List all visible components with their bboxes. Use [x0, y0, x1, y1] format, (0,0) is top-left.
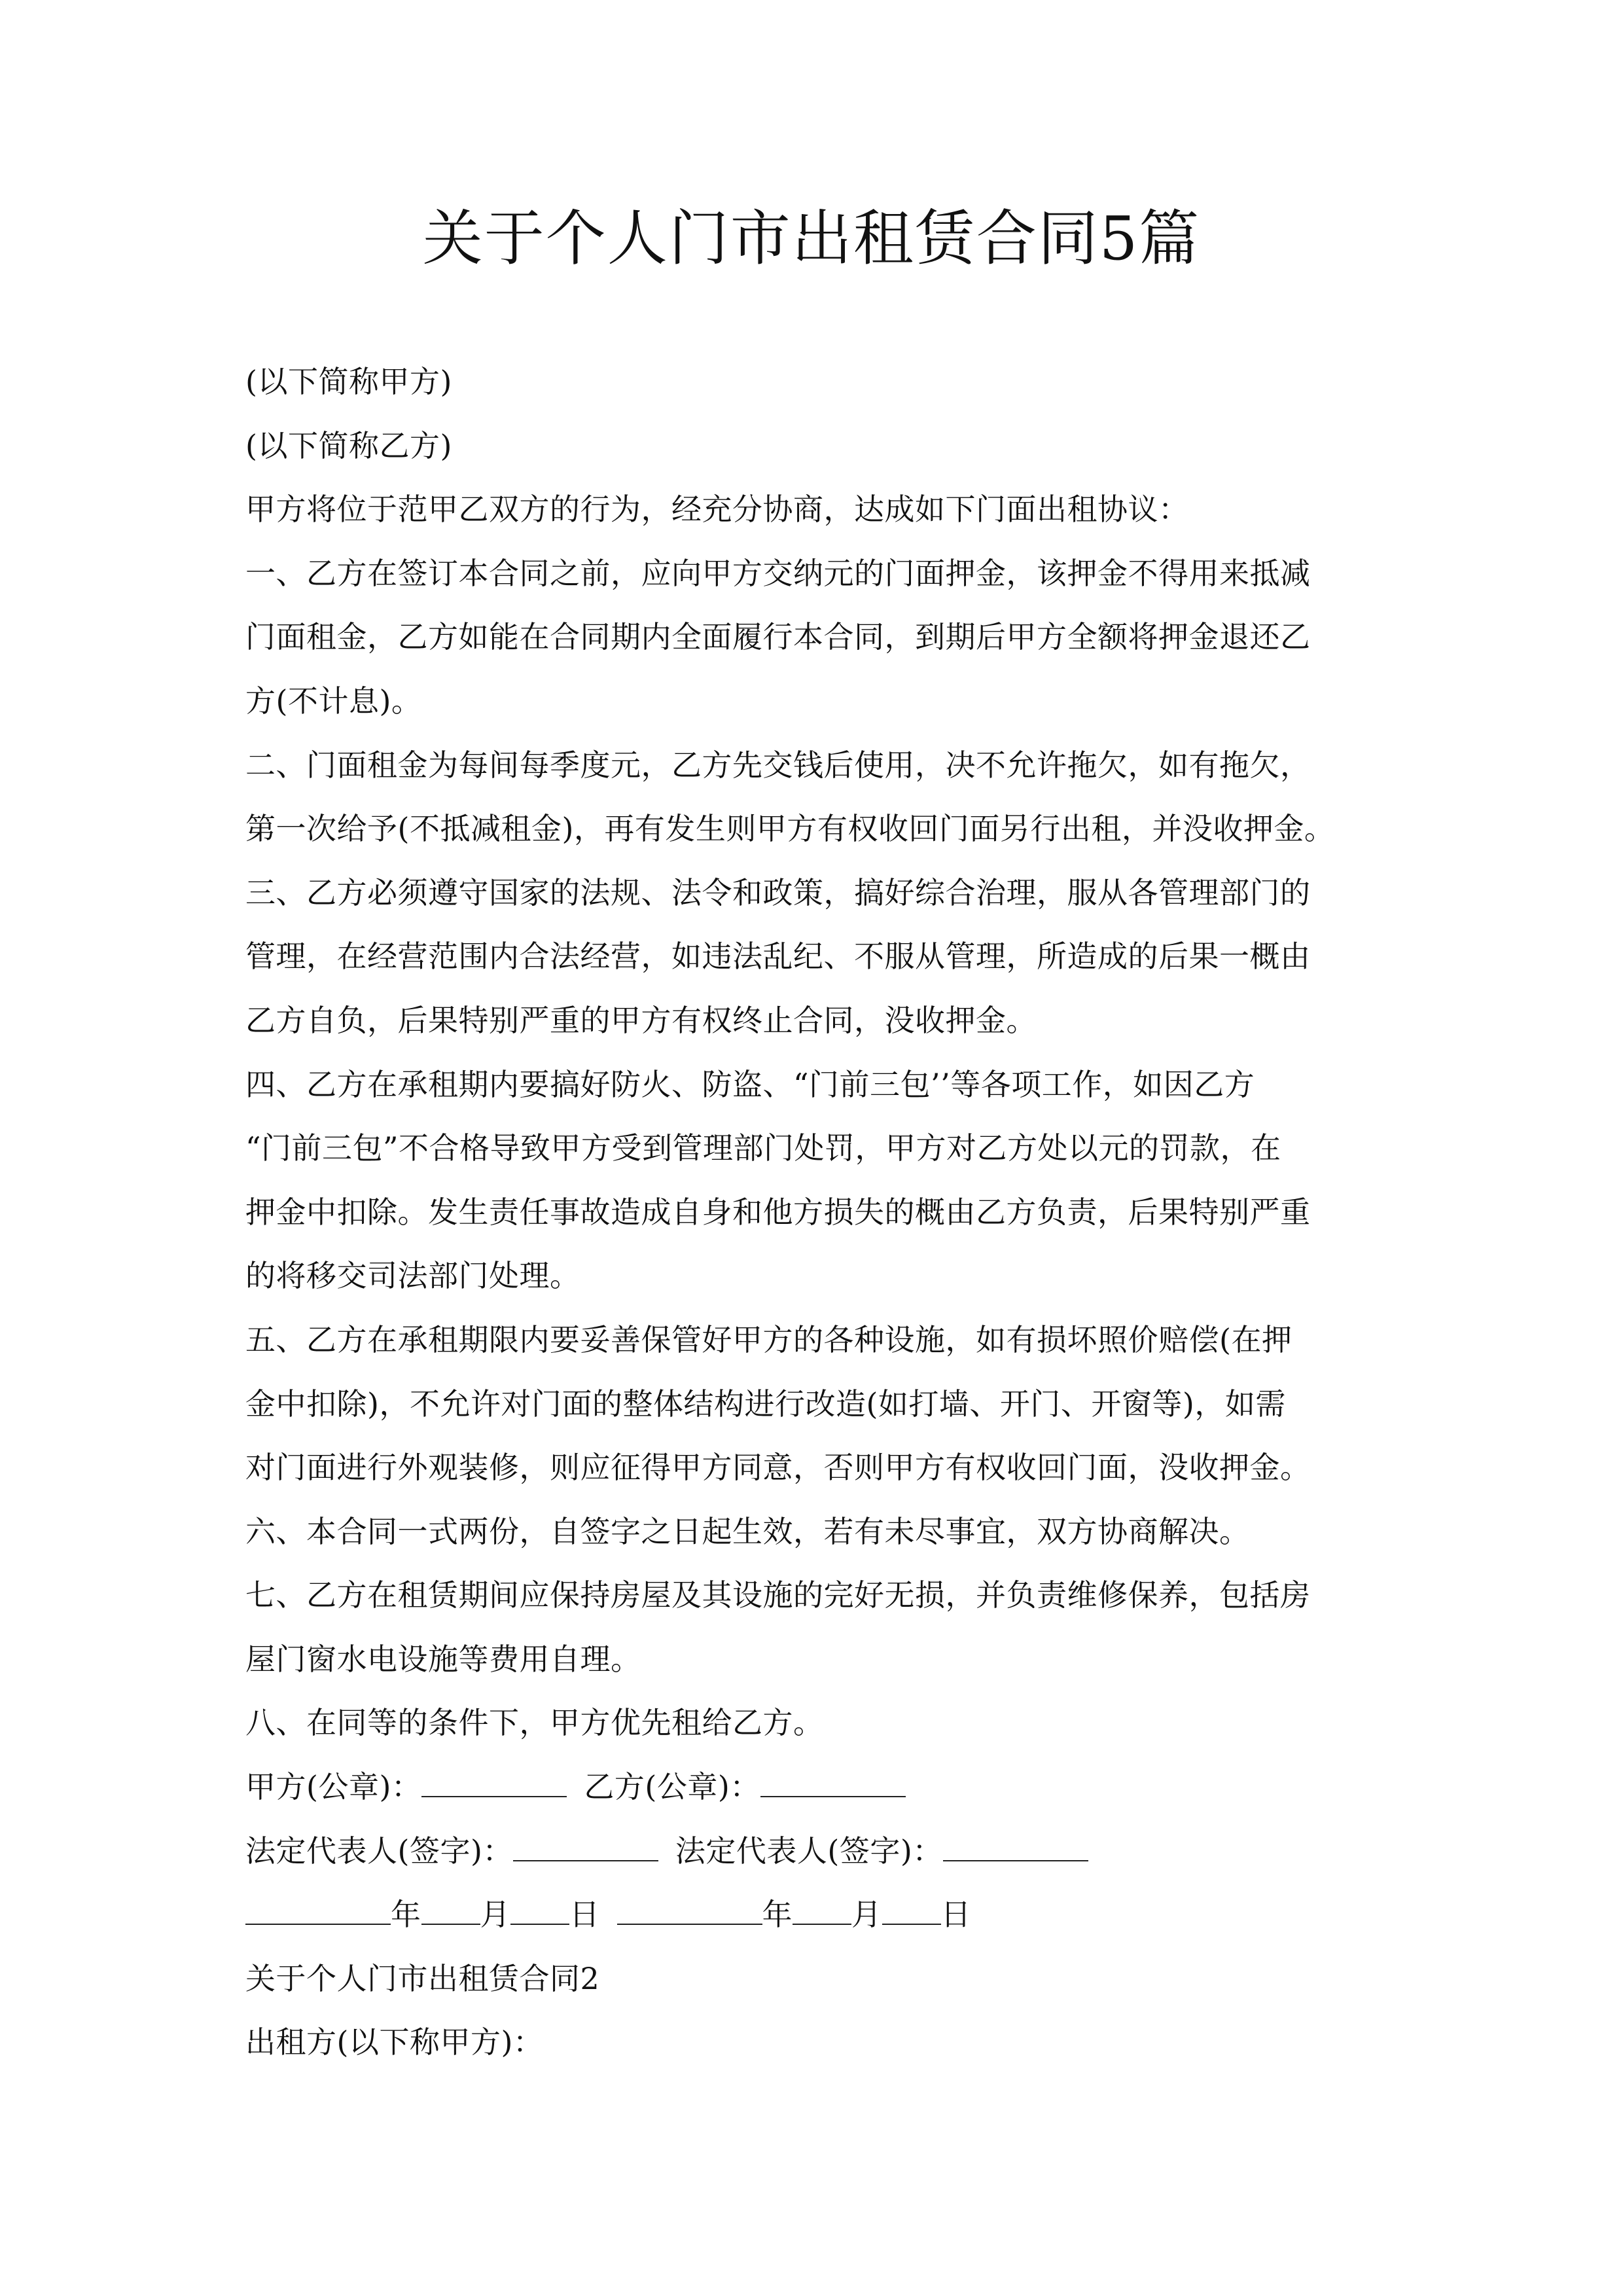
date-line	[245, 1883, 1397, 1947]
document-body	[245, 350, 1397, 2075]
day-blank	[882, 1887, 941, 1925]
paragraph-line: (以下简称乙方)	[245, 427, 452, 463]
month-label: 月	[851, 1897, 882, 1933]
day-label: 日	[569, 1897, 600, 1933]
paragraph-line: 甲方将位于范甲乙双方的行为，经充分协商，达成如下门面出租协议：	[245, 492, 1189, 528]
paragraph-line: 出租方(以下称甲方)：	[245, 2024, 544, 2060]
rep-a-label: 法定代表人(签字)：	[245, 1833, 513, 1869]
paragraph-line: 屋门窗水电设施等费用自理。	[245, 1641, 641, 1677]
paragraph-line: 押金中扣除。发生责任事故造成自身和他方损失的概由乙方负责，后果特别严重	[245, 1194, 1311, 1230]
month-blank	[421, 1887, 480, 1925]
party-b-seal-blank	[760, 1759, 906, 1797]
party-a-seal-label: 甲方(公章)：	[245, 1769, 422, 1805]
document-title: 关于个人门市出租赁合同5篇	[422, 204, 1201, 274]
paragraph-line: 四、乙方在承租期内要搞好防火、防盗、“门前三包’’等各项工作，如因乙方	[245, 1066, 1255, 1102]
day-blank	[510, 1887, 569, 1925]
party-b-seal-label: 乙方(公章)：	[584, 1769, 760, 1805]
paragraph-line: 的将移交司法部门处理。	[245, 1258, 580, 1294]
paragraph-line: 五、乙方在承租期限内要妥善保管好甲方的各种设施，如有损坏照价赔偿(在押	[245, 1321, 1293, 1357]
paragraph-line: 门面租金，乙方如能在合同期内全面履行本合同，到期后甲方全额将押金退还乙	[245, 619, 1311, 655]
paragraph-line: 管理，在经营范围内合法经营，如违法乱纪、不服从管理，所造成的后果一概由	[245, 939, 1311, 975]
month-label: 月	[480, 1897, 510, 1933]
paragraph-line: 第一次给予(不抵减租金)，再有发生则甲方有权收回门面另行出租，并没收押金。	[245, 811, 1335, 847]
rep-a-blank	[513, 1823, 658, 1861]
paragraph-line: 对门面进行外观装修，则应征得甲方同意，否则甲方有权收回门面，没收押金。	[245, 1450, 1311, 1486]
paragraph-line: 六、本合同一式两份，自签字之日起生效，若有未尽事宜，双方协商解决。	[245, 1513, 1250, 1549]
rep-b-label: 法定代表人(签字)：	[675, 1833, 943, 1869]
year-blank	[617, 1887, 762, 1925]
paragraph-line: 八、在同等的条件下，甲方优先租给乙方。	[245, 1705, 824, 1741]
paragraph-line: (以下简称甲方)	[245, 364, 452, 399]
next-section-title: 关于个人门市出租赁合同2	[245, 1960, 600, 1996]
year-blank	[245, 1887, 391, 1925]
paragraph-line: 一、乙方在签订本合同之前，应向甲方交纳元的门面押金，该押金不得用来抵减	[245, 555, 1311, 591]
representative-line	[245, 1820, 1397, 1884]
paragraph-line: 二、门面租金为每间每季度元，乙方先交钱后使用，决不允许拖欠，如有拖欠，	[245, 747, 1311, 783]
year-label: 年	[762, 1897, 793, 1933]
day-label: 日	[940, 1897, 971, 1933]
seal-line	[245, 1755, 1397, 1820]
rep-b-blank	[943, 1823, 1088, 1861]
paragraph-line: 金中扣除)，不允许对门面的整体结构进行改造(如打墙、开门、开窗等)，如需	[245, 1386, 1286, 1422]
paragraph-line: 三、乙方必须遵守国家的法规、法令和政策，搞好综合治理，服从各管理部门的	[245, 874, 1311, 910]
paragraph-line: “门前三包”不合格导致甲方受到管理部门处罚，甲方对乙方处以元的罚款，在	[245, 1130, 1281, 1166]
paragraph-line: 乙方自负，后果特别严重的甲方有权终止合同，没收押金。	[245, 1002, 1037, 1038]
month-blank	[793, 1887, 851, 1925]
paragraph-line: 七、乙方在租赁期间应保持房屋及其设施的完好无损，并负责维修保养，包括房	[245, 1577, 1311, 1613]
party-a-seal-blank	[421, 1759, 567, 1797]
year-label: 年	[391, 1897, 421, 1933]
paragraph-line: 方(不计息)。	[245, 683, 422, 719]
